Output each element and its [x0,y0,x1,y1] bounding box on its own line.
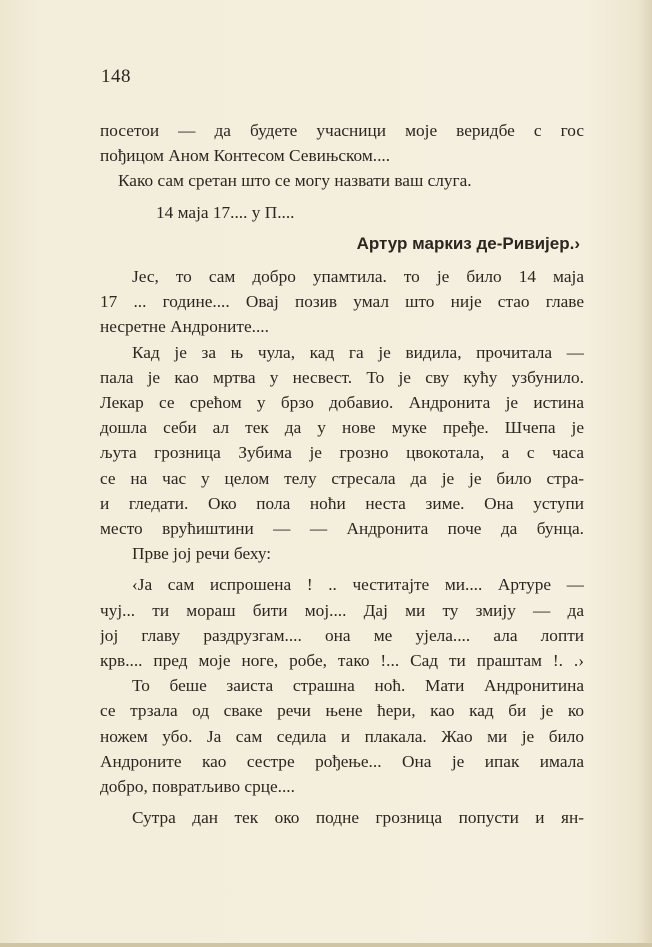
text-line: 17 ... године.... Овај позив умал што није стао главе [100,292,584,312]
text-line: љута грозница Зубима је грозно цвокотала, а с часа [100,443,584,463]
page-edge-shadow [638,0,652,947]
text-line: Прве јој речи беху: [132,544,272,564]
text-line: јој главу раздрузгам.... она ме ујела.... ала лопти [100,625,584,645]
text-line: дошла себи ал тек да у нове муке пређе. Шчепа је [100,418,584,438]
text-line: ‹Ја сам испрошена ! .. честитајте ми.... Артуре — [132,575,584,595]
text-line: То беше заиста страшна ноћ. Мати Андронитина [132,676,584,696]
text-line: посетои — да будете учасници моје веридбе с гос [100,121,584,140]
page-number-text: 148 [101,66,131,87]
text-line: Како сам сретан што се могу назвати ваш слуга. [118,171,472,191]
text-line: се трзала од сваке речи њене ћери, као кад би је ко [100,701,584,721]
body-text [100,118,584,830]
text-line: место врућиштини — — Андронита поче да бунца. [100,519,584,539]
text-line: Кад је за њ чула, кад га је видила, прочитала — [132,342,584,362]
letter-signature: Артур маркиз де-Ривијер.› [356,233,580,253]
text-line: добро, повратљиво срце.... [100,777,295,797]
text-line: крв.... пред моје ноге, робе, тако !... Сад ти праштам !. .› [100,651,584,671]
text-line: и гледати. Око пола ноћи неста зиме. Она уступи [100,493,584,513]
text-line: несретне Андроните.... [100,317,269,337]
text-line: пала је као мртва у несвест. То је сву кућу узбунило. [100,367,584,387]
text-line: се на час у целом телу стресала да је је било стра- [100,468,584,488]
text-line: Лекар се срећом у брзо добавио. Андронита је истина [100,393,584,413]
letter-date-line: 14 маја 17.... у П.... [156,202,295,222]
page-bottom-edge [0,943,652,947]
page-number [101,66,131,88]
text-line: Андроните као сестре рођење... Она је ипак имала [100,751,584,771]
text-line: пођицом Аном Контесом Севињском.... [100,146,391,166]
text-line: ножем убо. Ја сам седила и плакала. Жао ми је било [100,726,584,746]
text-line: чуј... ти мораш бити мој.... Дај ми ту змију — да [100,600,584,620]
text-line: Јес, то сам добро упамтила. то је било 14 маја [132,267,584,287]
text-line: Сутра дан тек око подне грозница попусти и ян- [132,808,584,828]
